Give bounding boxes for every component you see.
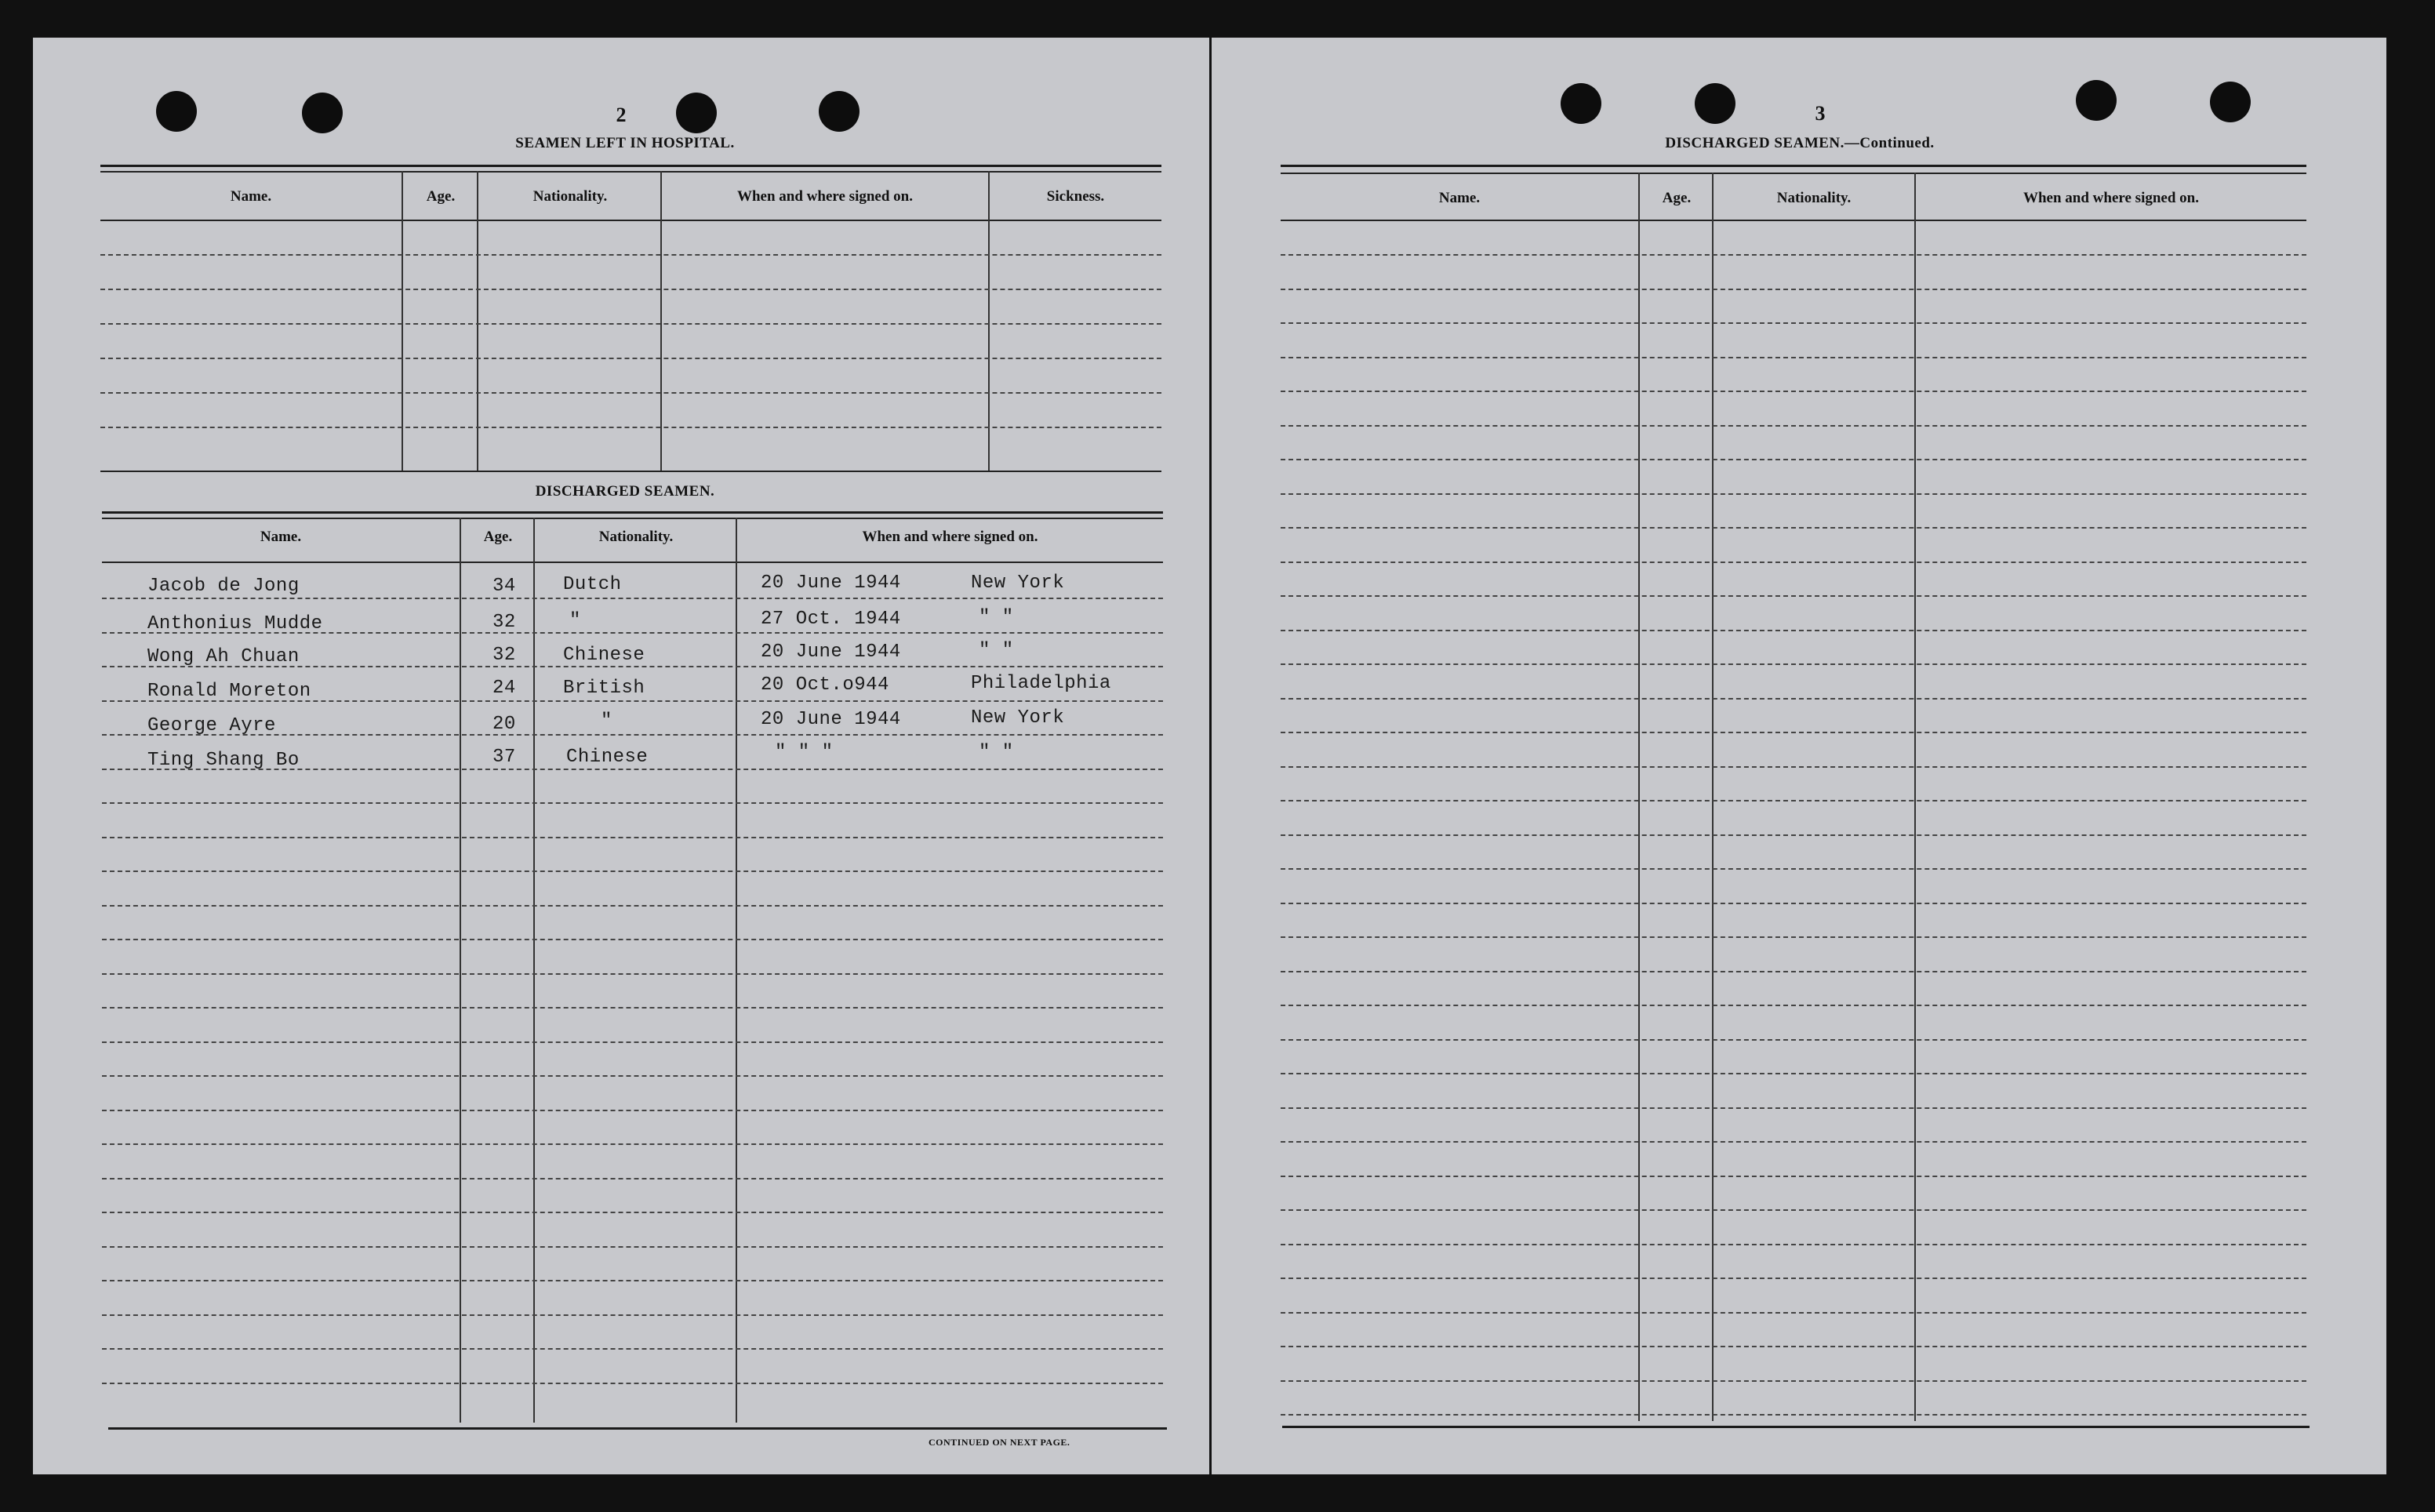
entry-name: Wong Ah Chuan	[147, 646, 300, 667]
binder-hole	[2076, 80, 2117, 121]
ruled-line	[1281, 834, 2306, 836]
ruled-line	[102, 1007, 1163, 1009]
ruled-line	[102, 1212, 1163, 1213]
entry-place: " "	[979, 607, 1014, 628]
ruled-line	[102, 1280, 1163, 1281]
entry-date: 20 June 1944	[761, 642, 901, 663]
col-divider	[1712, 173, 1714, 1421]
ruled-line	[1281, 1073, 2306, 1074]
ruled-line	[102, 1110, 1163, 1111]
ruled-line	[1281, 459, 2306, 460]
entry-age: 34	[492, 576, 516, 597]
entry-date: 20 Oct.o944	[761, 674, 889, 696]
rule	[1281, 165, 2306, 167]
rule	[100, 165, 1161, 167]
col-header-age: Age.	[483, 529, 513, 545]
ruled-line	[1281, 493, 2306, 495]
ruled-line	[1281, 800, 2306, 801]
ruled-line	[1281, 936, 2306, 938]
col-divider	[533, 518, 535, 1423]
ruled-line	[102, 1314, 1163, 1316]
ruled-line	[102, 1383, 1163, 1384]
discharged-section-title: DISCHARGED SEAMEN.	[535, 483, 715, 500]
ruled-line	[100, 392, 1161, 394]
entry-place: New York	[971, 707, 1065, 729]
ruled-line	[100, 254, 1161, 256]
entry-date: " " "	[775, 742, 834, 763]
col-divider	[988, 171, 990, 471]
entry-date: 20 June 1944	[761, 709, 901, 730]
ruled-line	[1281, 562, 2306, 563]
ruled-line	[1281, 971, 2306, 972]
page-number: 2	[616, 104, 627, 126]
ruled-line	[102, 1041, 1163, 1043]
ruled-line	[102, 1246, 1163, 1248]
col-header-age: Age.	[426, 188, 456, 205]
ruled-line	[1281, 1107, 2306, 1109]
col-header-name: Name.	[230, 188, 272, 205]
entry-name: Jacob de Jong	[147, 576, 300, 597]
hospital-section-title: SEAMEN LEFT IN HOSPITAL.	[515, 135, 735, 151]
ruled-line	[100, 358, 1161, 359]
col-header-name: Name.	[260, 529, 302, 545]
col-divider	[402, 171, 403, 471]
binder-hole	[156, 91, 197, 132]
ruled-line	[1281, 663, 2306, 665]
entry-date: 27 Oct. 1944	[761, 609, 901, 630]
ruled-line	[1281, 1209, 2306, 1211]
rule	[102, 518, 1163, 519]
ruled-line	[1281, 868, 2306, 870]
rule	[1281, 173, 2306, 174]
col-header-sickness: Sickness.	[1046, 188, 1105, 205]
rule	[108, 1427, 1167, 1430]
binder-hole	[1695, 83, 1735, 124]
entry-name: Ting Shang Bo	[147, 750, 300, 771]
rule	[1282, 1426, 2310, 1428]
col-header-name: Name.	[1438, 190, 1481, 206]
ruled-line	[102, 1143, 1163, 1145]
rule	[100, 220, 1161, 221]
ruled-line	[102, 973, 1163, 975]
ruled-line	[102, 598, 1163, 599]
ruled-line	[1281, 322, 2306, 324]
entry-name: Anthonius Mudde	[147, 613, 323, 634]
ruled-line	[100, 289, 1161, 290]
title-main: DISCHARGED SEAMEN.	[1665, 135, 1844, 151]
ruled-line	[102, 870, 1163, 872]
ruled-line	[1281, 391, 2306, 392]
rule	[102, 511, 1163, 514]
col-divider	[736, 518, 737, 1423]
binder-hole	[302, 93, 343, 133]
title-suffix: —Continued.	[1844, 135, 1935, 151]
ruled-line	[1281, 903, 2306, 904]
entry-name: George Ayre	[147, 715, 276, 736]
entry-age: 32	[492, 612, 516, 633]
binder-hole	[676, 93, 717, 133]
ruled-line	[102, 939, 1163, 940]
ruled-line	[1281, 1380, 2306, 1382]
binder-hole	[2210, 82, 2251, 122]
entry-name: Ronald Moreton	[147, 681, 311, 702]
ruled-line	[102, 1075, 1163, 1077]
ruled-line	[102, 905, 1163, 907]
entry-place: " "	[979, 640, 1014, 661]
binder-hole	[1561, 83, 1601, 124]
ruled-line	[102, 837, 1163, 838]
left-page	[33, 38, 1209, 1474]
ruled-line	[1281, 527, 2306, 529]
col-header-signed-on: When and where signed on.	[862, 529, 1038, 545]
ruled-line	[1281, 1176, 2306, 1177]
entry-nationality: Dutch	[563, 574, 622, 595]
entry-date: 20 June 1944	[761, 572, 901, 594]
ruled-line	[102, 802, 1163, 804]
ruled-line	[1281, 595, 2306, 597]
entry-place: Philadelphia	[971, 673, 1111, 694]
page-title	[1623, 135, 1976, 152]
col-header-nationality: Nationality.	[598, 529, 674, 545]
ruled-line	[1281, 1346, 2306, 1347]
rule	[1281, 220, 2306, 221]
ruled-line	[1281, 1312, 2306, 1314]
entry-nationality: Chinese	[566, 747, 649, 768]
col-divider	[660, 171, 662, 471]
ruled-line	[102, 1178, 1163, 1179]
col-header-signed-on: When and where signed on.	[736, 188, 913, 205]
col-header-nationality: Nationality.	[532, 188, 608, 205]
col-header-age: Age.	[1662, 190, 1692, 206]
col-header-signed-on: When and where signed on.	[2023, 190, 2199, 206]
entry-place: New York	[971, 572, 1065, 594]
col-divider	[460, 518, 461, 1423]
continued-note: CONTINUED ON NEXT PAGE.	[929, 1437, 1070, 1448]
entry-nationality: "	[569, 610, 581, 631]
ruled-line	[1281, 425, 2306, 427]
entry-age: 20	[492, 714, 516, 735]
col-header-nationality: Nationality.	[1776, 190, 1852, 206]
ruled-line	[1281, 1244, 2306, 1245]
ruled-line	[1281, 1141, 2306, 1143]
ruled-line	[1281, 1005, 2306, 1006]
right-page	[1212, 38, 2386, 1474]
entry-age: 37	[492, 747, 516, 768]
ruled-line	[1281, 1278, 2306, 1279]
ruled-line	[1281, 357, 2306, 358]
entry-nationality: "	[601, 711, 612, 732]
ruled-line	[1281, 1414, 2306, 1416]
ruled-line	[1281, 630, 2306, 631]
ruled-line	[1281, 698, 2306, 700]
entry-age: 32	[492, 645, 516, 666]
binder-hole	[819, 91, 860, 132]
ruled-line	[100, 427, 1161, 428]
ruled-line	[1281, 289, 2306, 290]
rule	[100, 471, 1161, 472]
ruled-line	[100, 323, 1161, 325]
rule	[102, 562, 1163, 563]
page-number: 3	[1815, 102, 1826, 125]
ruled-line	[1281, 732, 2306, 733]
entry-nationality: Chinese	[563, 645, 645, 666]
col-divider	[477, 171, 478, 471]
ruled-line	[1281, 766, 2306, 768]
ruled-line	[1281, 1039, 2306, 1041]
ruled-line	[102, 1348, 1163, 1350]
rule	[100, 171, 1161, 173]
ruled-line	[1281, 254, 2306, 256]
entry-place: " "	[979, 742, 1014, 763]
entry-age: 24	[492, 678, 516, 699]
entry-nationality: British	[563, 678, 645, 699]
col-divider	[1638, 173, 1640, 1421]
col-divider	[1914, 173, 1916, 1421]
